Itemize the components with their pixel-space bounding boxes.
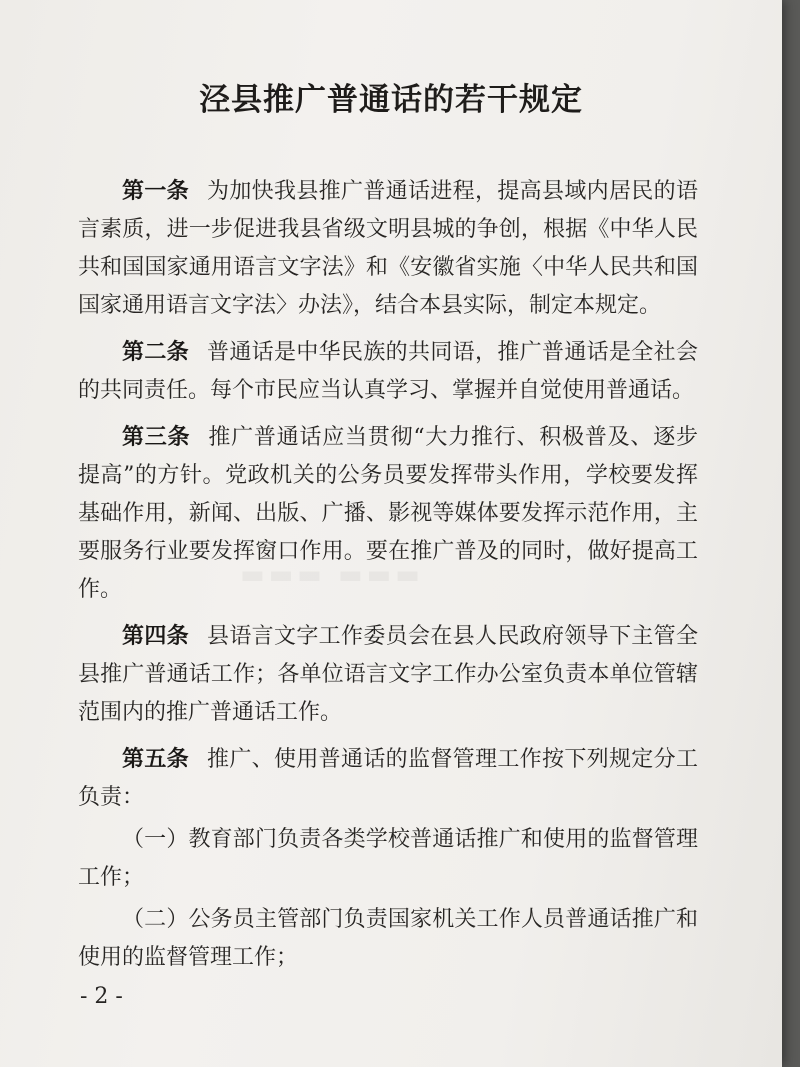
article-label: 第五条 xyxy=(122,746,189,772)
article-text: 县语言文字工作委员会在县人民政府领导下主管全县推广普通话工作；各单位语言文字工作办公室负责本单位管辖范围内的推广普通话工作。 xyxy=(78,624,698,725)
article-5 xyxy=(78,740,698,817)
article-text: 推广普通话应当贯彻“大力推行、积极普及、逐步提高”的方针。党政机关的公务员要发挥带头作用，学校要发挥基础作用，新闻、出版、广播、影视等媒体要发挥示范作用，主要服务行业要发挥窗口作用。要在推广普及的同时，做好提高工作。 xyxy=(78,425,698,602)
article-3 xyxy=(78,418,698,609)
document-title: 泾县推广普通话的若干规定 xyxy=(199,82,583,118)
article-1 xyxy=(78,172,698,325)
list-item-2: （二）公务员主管部门负责国家机关工作人员普通话推广和使用的监督管理工作； xyxy=(78,907,698,970)
article-label: 第三条 xyxy=(122,424,191,450)
article-text: 推广、使用普通话的监督管理工作按下列规定分工负责： xyxy=(78,747,698,810)
article-4 xyxy=(78,617,698,732)
bleed-through-shadow: ▬▬▬ ▬▬▬ xyxy=(240,560,424,590)
article-label: 第四条 xyxy=(122,623,189,649)
list-item-1: （一）教育部门负责各类学校普通话推广和使用的监督管理工作； xyxy=(78,827,698,890)
article-2 xyxy=(78,333,698,410)
document-body xyxy=(78,172,698,981)
page-number: - 2 - xyxy=(80,984,123,1009)
article-label: 第一条 xyxy=(122,178,189,204)
article-label: 第二条 xyxy=(122,339,189,365)
article-text: 普通话是中华民族的共同语，推广普通话是全社会的共同责任。每个市民应当认真学习、掌握并自觉使用普通话。 xyxy=(78,340,698,403)
article-text: 为加快我县推广普通话进程，提高县域内居民的语言素质，进一步促进我县省级文明县城的争创，根据《中华人民共和国国家通用语言文字法》和《安徽省实施〈中华人民共和国国家通用语言文字法〉办法》，结合本县实际，制定本规定。 xyxy=(78,179,698,318)
